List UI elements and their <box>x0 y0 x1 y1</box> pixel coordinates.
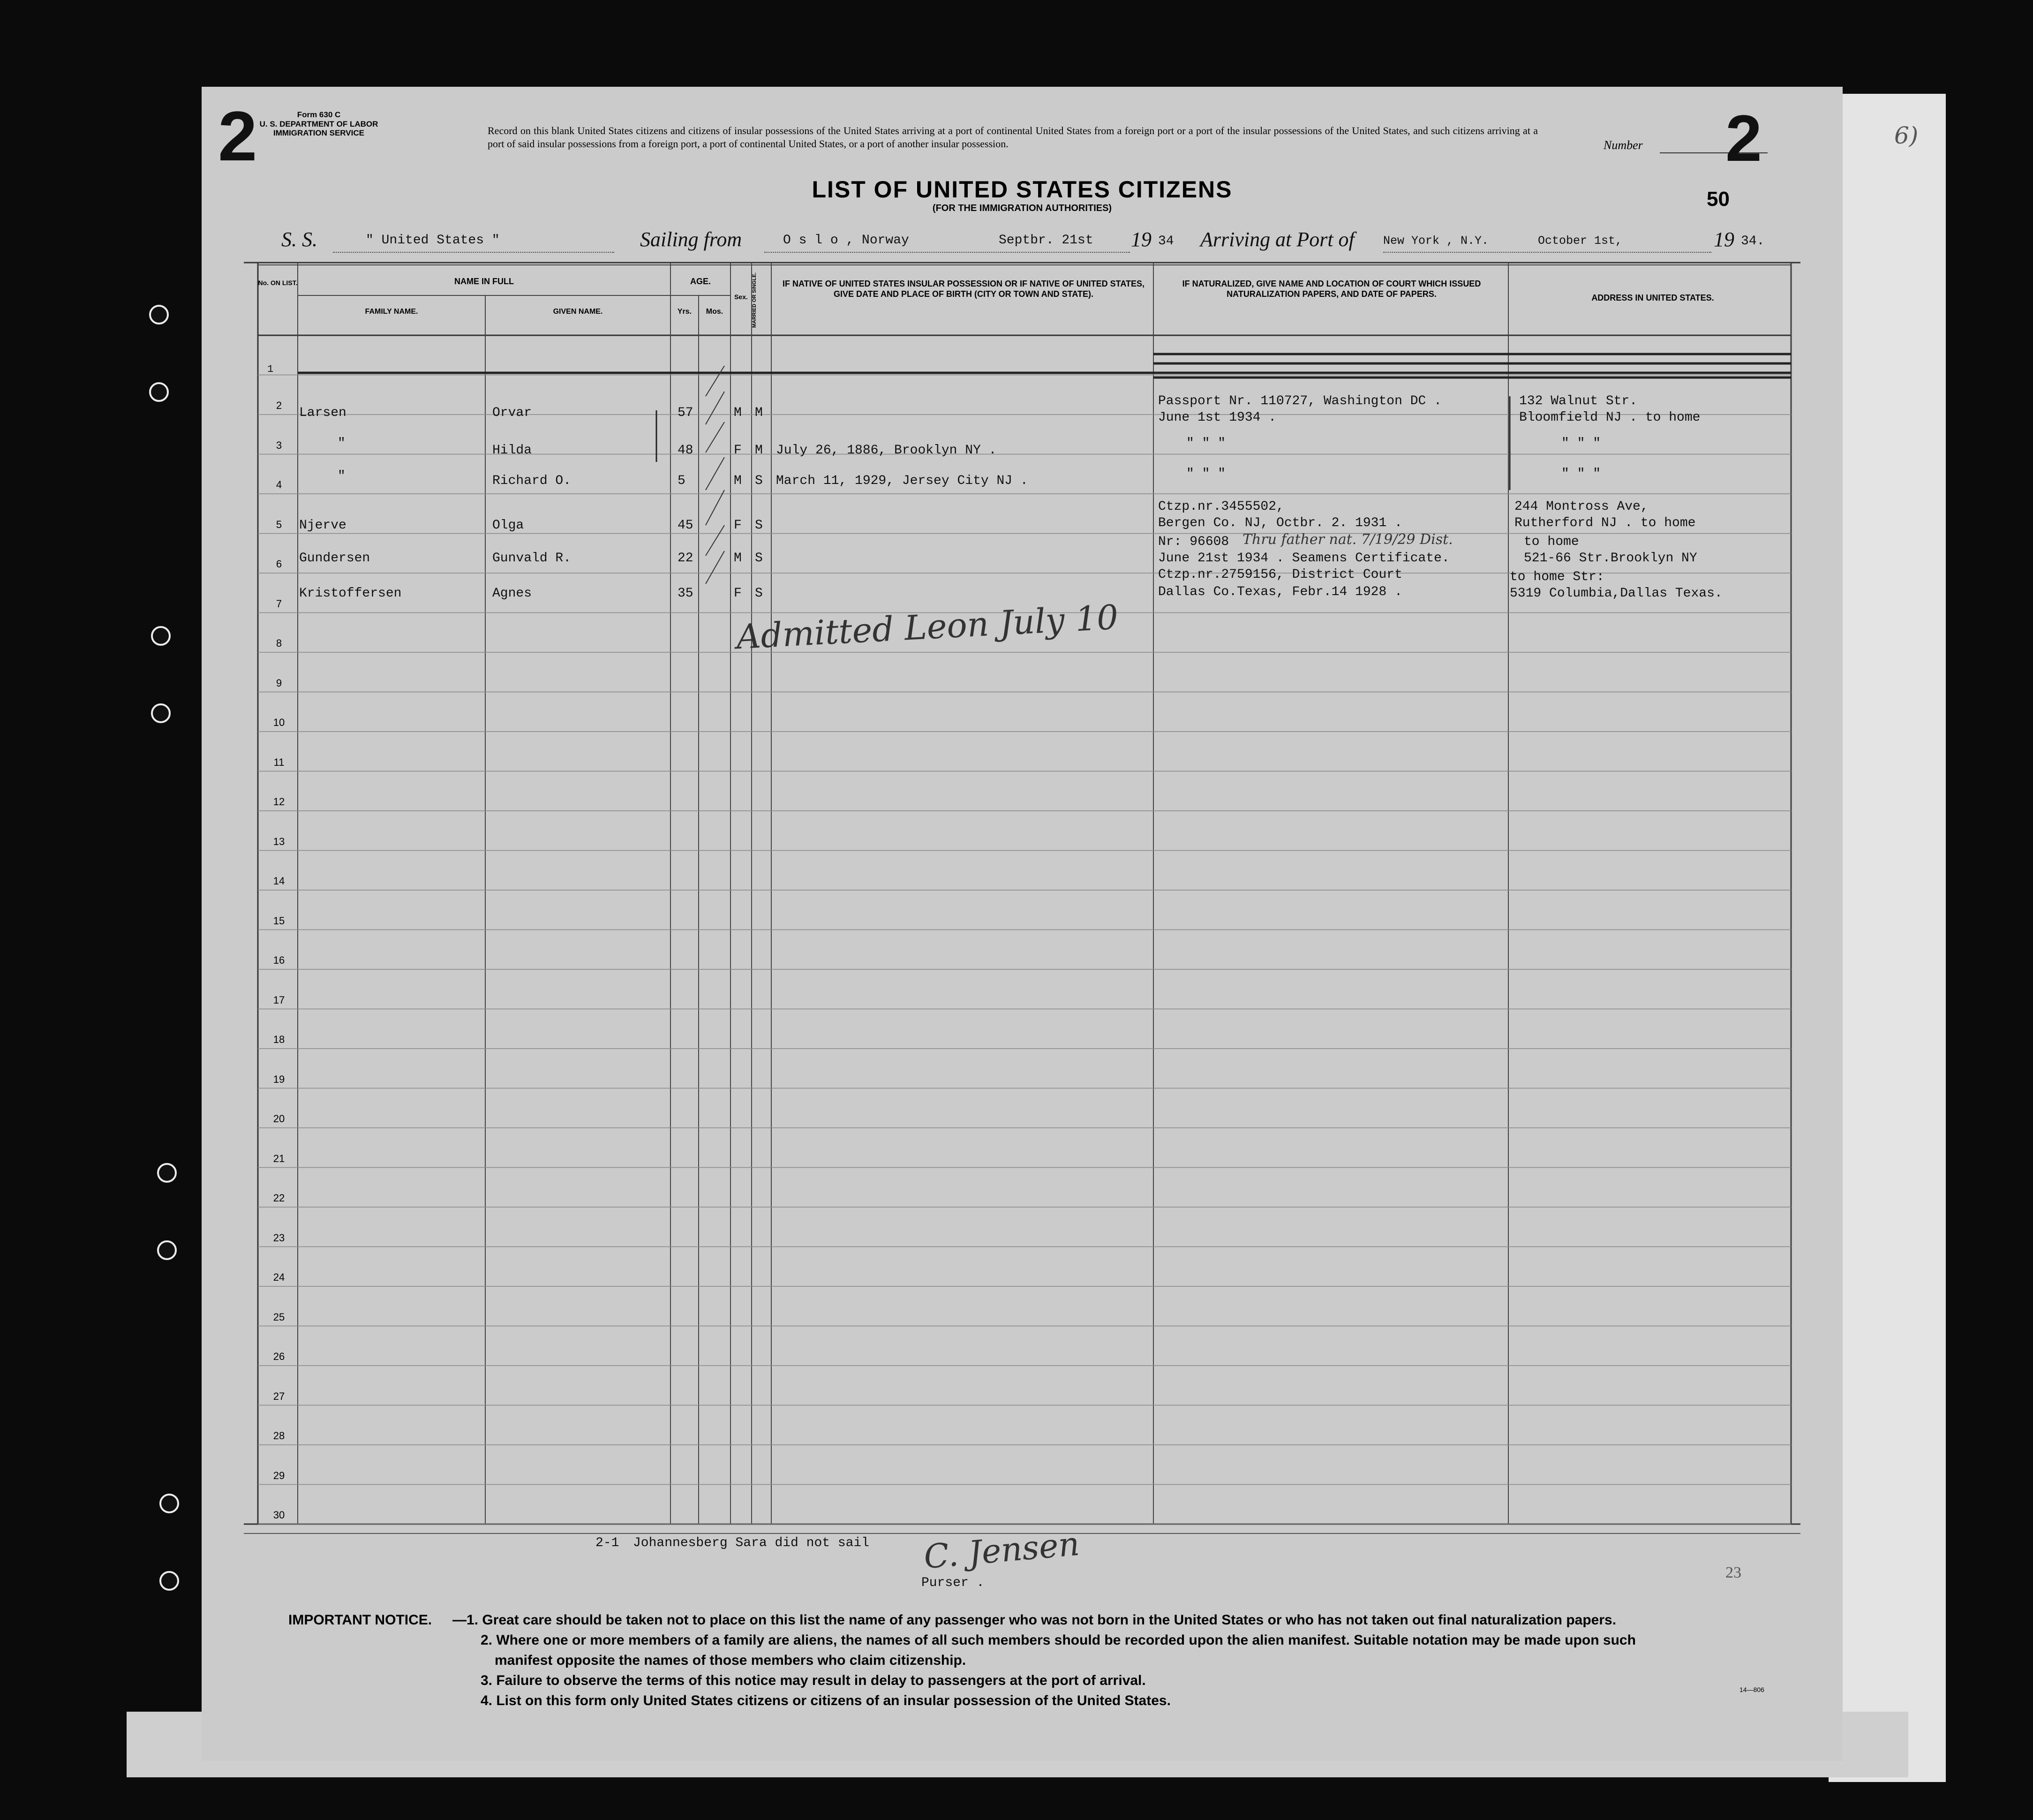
naturalization-line-2: Dallas Co.Texas, Febr.14 1928 . <box>1158 585 1402 599</box>
married-single: S <box>755 551 763 566</box>
page-number: 50 <box>1707 188 1730 211</box>
sex: F <box>734 443 742 458</box>
col-address: ADDRESS IN UNITED STATES. <box>1591 293 1714 302</box>
col-yrs: Yrs. <box>677 308 692 316</box>
punch-hole <box>157 1240 177 1260</box>
birth-date-place: March 11, 1929, Jersey City NJ . <box>776 474 1028 488</box>
naturalization-line-1: Nr: 96608 <box>1158 535 1229 549</box>
married-single: S <box>755 586 763 601</box>
row-number: 28 <box>273 1430 285 1442</box>
age-years: 35 <box>678 586 693 601</box>
family-name: Gundersen <box>299 551 370 566</box>
sex: F <box>734 586 742 601</box>
age-years: 57 <box>678 406 693 420</box>
margin-mark: 6) <box>1894 122 1919 149</box>
row-number: 2 <box>276 400 282 411</box>
sex: M <box>734 551 742 566</box>
row-number: 4 <box>276 479 282 491</box>
col-family-name: FAMILY NAME. <box>365 308 418 316</box>
married-single: M <box>755 443 763 458</box>
did-not-sail-note: Johannesberg Sara did not sail <box>633 1536 870 1550</box>
naturalization-line-2: June 21st 1934 . Seamens Certificate. <box>1158 551 1450 566</box>
given-name: Hilda <box>492 443 532 458</box>
record-instructions: Record on this blank United States citizens and citizens of insular possessions of the United States arriving at a port of continental United States from a foreign port or a port of the insular possessions of the United States, and such citizens arriving at a port of said insular possessions from a foreign port, a port of continental United States, or a port of another insular possession. <box>488 125 1538 150</box>
sex: F <box>734 518 742 533</box>
ship-name: " United States " <box>366 233 500 248</box>
arriving-port: New York , N.Y. <box>1383 234 1489 248</box>
given-name: Agnes <box>492 586 532 601</box>
row-number: 7 <box>276 597 282 610</box>
naturalization-line-2: Bergen Co. NJ, Octbr. 2. 1931 . <box>1158 516 1402 530</box>
sailing-date: Septbr. 21st <box>999 233 1093 248</box>
table-grid <box>202 87 1843 1761</box>
sex: M <box>734 474 742 488</box>
arriving-year-prefix: 19 <box>1714 228 1734 251</box>
number-label: Number <box>1604 138 1643 152</box>
punch-hole <box>159 1571 179 1591</box>
address-line-1: to home <box>1524 535 1579 549</box>
did-not-sail-ref: 2-1 <box>595 1536 619 1550</box>
row-number: 14 <box>273 875 285 887</box>
row-number: 3 <box>276 439 282 451</box>
page-title: LIST OF UNITED STATES CITIZENS <box>812 176 1233 203</box>
form-label: Form 630 C <box>297 110 341 119</box>
row-number: 27 <box>273 1390 285 1402</box>
col-name-in-full: NAME IN FULL <box>454 277 514 286</box>
family-name: Njerve <box>299 518 346 533</box>
naturalization-line-1: Ctzp.nr.2759156, District Court <box>1158 567 1402 582</box>
naturalization-line-1: Ctzp.nr.3455502, <box>1158 499 1284 514</box>
row-number: 17 <box>273 994 285 1006</box>
age-years: 48 <box>678 443 693 458</box>
row-number: 12 <box>273 796 285 808</box>
row-number: 11 <box>273 756 285 768</box>
sailing-label: Sailing from <box>640 228 742 251</box>
row-number: 23 <box>273 1231 285 1244</box>
notice-item-1: —1. Great care should be taken not to place on this list the name of any passenger who was not born in the United States or who has not taken out final naturalization papers. <box>452 1612 1617 1628</box>
print-code: 14—806 <box>1739 1686 1764 1693</box>
notice-item-3: 3. Failure to observe the terms of this notice may result in delay to passengers at the port of arrival. <box>481 1673 1146 1688</box>
family-name: Kristoffersen <box>299 586 402 601</box>
row-number: 15 <box>273 914 285 927</box>
arriving-year-suffix: 34. <box>1741 234 1765 249</box>
notice-item-2: 2. Where one or more members of a family are aliens, the names of all such members should be recorded upon the alien manifest. Suitable notation may be made upon such <box>481 1632 1636 1648</box>
form-number-left: 2 <box>218 97 257 175</box>
address-line-2: Bloomfield NJ . to home <box>1519 410 1701 425</box>
address-line-2: 5319 Columbia,Dallas Texas. <box>1510 586 1723 601</box>
sailing-year-suffix: 34 <box>1158 234 1174 249</box>
col-given-name: GIVEN NAME. <box>553 308 603 316</box>
notice-title: IMPORTANT NOTICE. <box>288 1612 432 1628</box>
stamp-number: 23 <box>1725 1564 1741 1581</box>
notice-item-2-cont: manifest opposite the names of those members who claim citizenship. <box>495 1653 966 1668</box>
row-number: 5 <box>276 518 282 530</box>
row-number: 20 <box>273 1113 285 1125</box>
handwritten-admission-note: Admitted Leon July 10 <box>735 597 1119 657</box>
sailing-from: O s l o , Norway <box>783 233 909 248</box>
col-naturalized: IF NATURALIZED, GIVE NAME AND LOCATION OF COURT WHICH ISSUED NATURALIZATION PAPERS, AND DATE OF PAPERS. <box>1182 279 1481 299</box>
row-number: 19 <box>273 1073 285 1085</box>
col-mos: Mos. <box>706 308 723 316</box>
punch-hole <box>151 626 171 646</box>
col-married-single: MARRIED OR SINGLE. <box>752 272 757 328</box>
row-number: 18 <box>273 1034 285 1045</box>
age-years: 45 <box>678 518 693 533</box>
row-number: 22 <box>273 1192 285 1204</box>
col-age: AGE. <box>690 277 711 286</box>
given-name: Gunvald R. <box>492 551 572 566</box>
sex: M <box>734 406 742 420</box>
arriving-label: Arriving at Port of <box>1200 228 1355 251</box>
arriving-date: October 1st, <box>1538 234 1623 248</box>
punch-hole <box>149 382 169 402</box>
col-no-on-list: No. ON LIST. <box>258 279 298 287</box>
purser-signature: C. Jensen <box>922 1524 1081 1577</box>
naturalization-line-2: June 1st 1934 . <box>1158 410 1277 425</box>
married-single: M <box>755 406 763 420</box>
handwritten-naturalization-note: Thru father nat. 7/19/29 Dist. <box>1242 531 1453 548</box>
punch-hole <box>159 1494 179 1513</box>
age-years: 5 <box>678 474 685 488</box>
col-sex: Sex. <box>734 293 748 301</box>
service-label: IMMIGRATION SERVICE <box>273 128 364 138</box>
married-single: S <box>755 518 763 533</box>
address-line-1: " " " <box>1561 467 1601 481</box>
row-number: 26 <box>273 1351 285 1362</box>
sailing-year-prefix: 19 <box>1131 228 1152 251</box>
row-number: 16 <box>273 954 285 966</box>
row-number: 8 <box>276 637 282 649</box>
naturalization-line-1: Passport Nr. 110727, Washington DC . <box>1158 394 1442 408</box>
punch-hole <box>149 305 169 325</box>
family-name: Larsen <box>299 406 346 420</box>
naturalization-line-1: " " " <box>1186 436 1226 451</box>
row-number: 6 <box>276 558 282 570</box>
given-name: Richard O. <box>492 474 572 488</box>
notice-item-4: 4. List on this form only United States citizens or citizens of an insular possession of the United States. <box>481 1693 1171 1708</box>
birth-date-place: July 26, 1886, Brooklyn NY . <box>776 443 997 458</box>
row-number: 21 <box>273 1152 285 1164</box>
row-number: 25 <box>273 1311 285 1323</box>
family-name: " <box>338 436 346 451</box>
punch-hole <box>157 1163 177 1183</box>
row-number: 29 <box>273 1469 285 1481</box>
given-name: Orvar <box>492 406 532 420</box>
row-number: 13 <box>273 835 285 847</box>
row-number: 9 <box>276 677 282 689</box>
form-number-right: 2 <box>1725 101 1762 175</box>
row-number: 10 <box>273 717 285 728</box>
address-line-1: to home Str: <box>1510 570 1604 584</box>
age-years: 22 <box>678 551 693 566</box>
address-line-1: 244 Montross Ave, <box>1514 499 1649 514</box>
naturalization-line-1: " " " <box>1186 467 1226 481</box>
department-label: U. S. DEPARTMENT OF LABOR <box>259 119 378 128</box>
row-number: 24 <box>273 1271 285 1283</box>
row-1-struck: 1 <box>267 363 274 375</box>
ss-label: S. S. <box>281 228 317 251</box>
family-name: " <box>338 469 346 483</box>
col-native: IF NATIVE OF UNITED STATES INSULAR POSSESSION OR IF NATIVE OF UNITED STATES, GIVE DATE AND PLACE OF BIRTH (CITY OR TOWN AND STATE). <box>782 279 1145 299</box>
address-line-2: Rutherford NJ . to home <box>1514 516 1696 530</box>
married-single: S <box>755 474 763 488</box>
purser-label: Purser . <box>921 1576 985 1590</box>
manifest-page <box>202 87 1843 1761</box>
address-line-1: " " " <box>1561 436 1601 451</box>
page-subtitle: (FOR THE IMMIGRATION AUTHORITIES) <box>932 203 1112 213</box>
address-line-1: 132 Walnut Str. <box>1519 394 1638 408</box>
row-number: 30 <box>273 1509 285 1521</box>
punch-hole <box>151 703 171 723</box>
rear-page <box>1829 94 1946 1782</box>
address-line-2: 521-66 Str.Brooklyn NY <box>1524 551 1697 566</box>
given-name: Olga <box>492 518 524 533</box>
